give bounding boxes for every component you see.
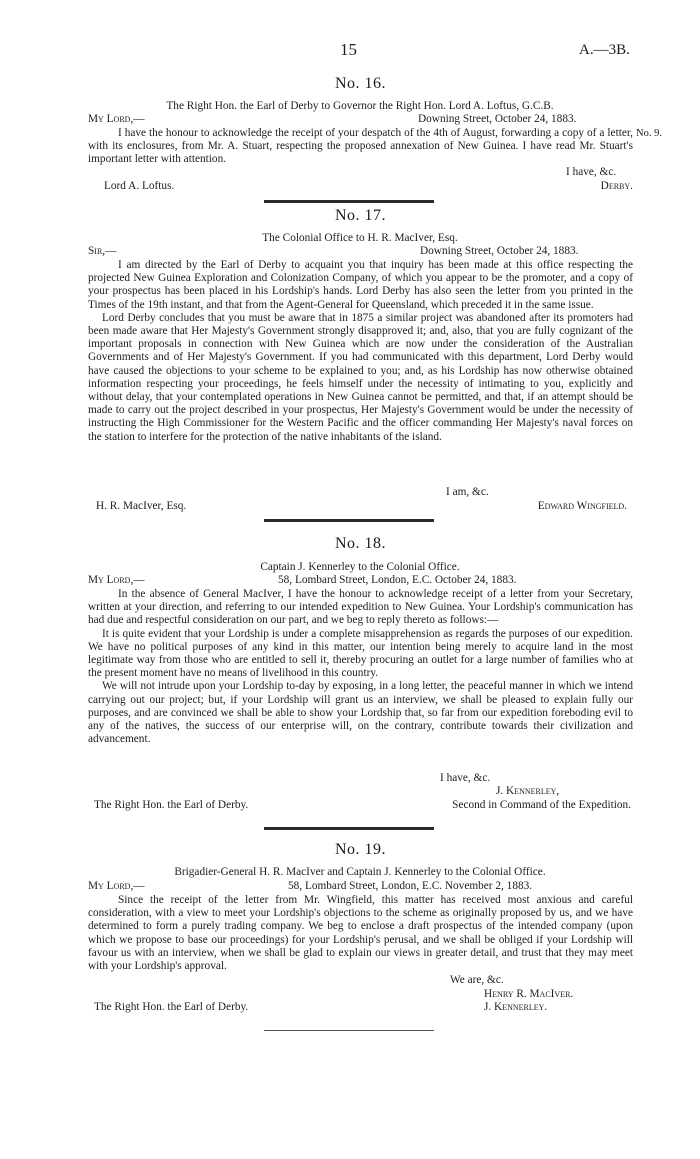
separator-rule [264, 827, 434, 830]
doc18-signature: J. Kennerley, [496, 785, 560, 797]
doc16-paragraph: I have the honour to acknowledge the receipt of your despatch of the 4th of August, forwarding a copy of a letter, with its enclosures, from Mr. A. Stuart, respecting the proposed annexation of New Guinea. I have read Mr. Stuart's important letter with attention. [88, 127, 633, 166]
doc18-paragraph-3: We will not intrude upon your Lordship to-day by exposing, in a long letter, the peaceful manner in which we intend carrying out our project; but, if your Lordship will grant us an interview, we shall be pleased to explain fully our purposes, and are convinced we shall be able to show your Lordship that, so far from our expedition foreboding evil to any of the natives, the success of our enterprise will, on the contrary, contribute towards their civilization and advancement. [88, 680, 633, 746]
doc18-sign-row [88, 799, 633, 813]
doc18-paragraph-2: It is quite evident that your Lordship is under a complete misapprehension as regards the purposes of our expedition. We have no political purposes of any kind in this matter, our intention being merely to acquire land in the most legitimate way from those who are entitled to sell it, thereby procuring an outlet for a large number of families who at the present moment have no means of livelihood in this country. [88, 627, 633, 680]
doc18-paragraph-1: In the absence of General MacIver, I have the honour to acknowledge receipt of a letter from your Secretary, written at your direction, and referring to our intended expedition to New Guinea. Your Lordship's communication has had due and respectful consideration on our part, and we beg to reply thereto as follows:— [88, 588, 633, 627]
doc19-sign-row [88, 1001, 633, 1015]
doc19-title: Brigadier-General H. R. MacIver and Captain J. Kennerley to the Colonial Office. [174, 866, 546, 878]
doc16-signature: Derby. [600, 180, 633, 192]
doc19-body [88, 894, 633, 973]
doc16-addressee: Lord A. Loftus. [104, 180, 175, 192]
page-number: 15 [340, 40, 357, 59]
doc18-closing: I have, &c. [440, 772, 491, 784]
doc17-closing: I am, &c. [446, 486, 489, 498]
document-reference: A.—3B. [579, 42, 630, 58]
doc16-body [88, 127, 633, 167]
separator-rule [264, 200, 434, 203]
doc18-addressee: The Right Hon. the Earl of Derby. [94, 799, 249, 811]
doc19-header-row [88, 880, 633, 894]
doc19-closing: We are, &c. [450, 974, 504, 986]
doc17-addressee: H. R. MacIver, Esq. [96, 500, 187, 512]
doc19-addressee: The Right Hon. the Earl of Derby. [94, 1001, 249, 1013]
doc16-place-date: Downing Street, October 24, 1883. [418, 113, 577, 125]
doc16-number: No. 16. [334, 75, 387, 92]
doc19-paragraph-1: Since the receipt of the letter from Mr. Wingfield, this matter has received most anxious and careful consideration, with a view to meet your Lordship's objections to the scheme as originally proposed by us, and we have determined to form a purely trading company. We beg to enclose a draft prospectus of the intended company (upon which we propose to base our proceedings) for your Lordship's perusal, and we shall be obliged if your Lordship will favour us with an interview, when we shall be glad to explain our views in greater detail, and trust that they may meet with your Lordship's approval. [88, 894, 633, 973]
doc17-paragraph-1: I am directed by the Earl of Derby to acquaint you that inquiry has been made at this office respecting the projected New Guinea Exploration and Colonization Company, of which you appear to be the promoter, and a copy of your prospectus has been placed in his Lordship's hands. Lord Derby has also seen the letter from you printed in the Times of the 19th instant, and that from the Agent-General for Queensland, which preceded it in the same issue. [88, 259, 633, 311]
doc18-signature-title: Second in Command of the Expedition. [452, 799, 631, 811]
doc18-number: No. 18. [334, 535, 387, 552]
doc19-signature-2: J. Kennerley. [484, 1001, 548, 1013]
doc17-body [88, 259, 633, 444]
doc18-place-date: 58, Lombard Street, London, E.C. October 24, 1883. [278, 574, 517, 586]
doc17-signature: Edward Wingfield. [537, 500, 627, 512]
doc16-margin-note: No. 9. [636, 128, 662, 139]
doc18-header-row [88, 574, 633, 588]
doc19-place-date: 58, Lombard Street, London, E.C. November 2, 1883. [288, 880, 533, 892]
doc18-body [88, 588, 633, 746]
doc18-title: Captain J. Kennerley to the Colonial Office. [260, 561, 460, 573]
doc17-paragraph-2: Lord Derby concludes that you must be aware that in 1875 a similar project was abandoned after its promoters had been made aware that Her Majesty's Government strongly disapproved it; and, also, that you are fully cognizant of the important proposals in connection with New Guinea which are now under the consideration of the Australian Governments and of Her Majesty's Government. If you had communicated with this department, Lord Derby would have caused the objections to your scheme to be explained to you; and, as his Lordship has now otherwise obtained information respecting your proceedings, he feels himself under the necessity of intimating to you, explicitly and without delay, that your contemplated operations in New Guinea cannot be permitted, and that, if an attempt should be made to carry out the project described in your prospectus, Her Majesty's Government would be under the necessity of instructing the High Commissioner for the Western Pacific and the officer commanding Her Majesty's naval forces on the station to interfere for the protection of the native inhabitants of the island. [88, 311, 633, 443]
doc19-number: No. 19. [334, 841, 387, 858]
separator-rule [264, 519, 434, 522]
doc19-salutation: My Lord,— [88, 880, 145, 892]
doc17-place-date: Downing Street, October 24, 1883. [420, 245, 579, 257]
doc16-title: The Right Hon. the Earl of Derby to Governor the Right Hon. Lord A. Loftus, G.C.B. [166, 100, 554, 112]
doc18-salutation: My Lord,— [88, 574, 145, 586]
doc16-closing: I have, &c. [566, 166, 617, 178]
end-rule [264, 1030, 434, 1031]
doc16-header-row [88, 113, 633, 127]
doc17-salutation: Sir,— [88, 245, 117, 257]
doc17-number: No. 17. [334, 207, 387, 224]
doc17-sign-row [88, 500, 633, 514]
doc16-salutation: My Lord,— [88, 113, 145, 125]
doc19-signature-1: Henry R. MacIver. [484, 988, 574, 1000]
doc16-sign-row [88, 180, 633, 194]
doc17-title: The Colonial Office to H. R. MacIver, Esq. [262, 232, 458, 244]
doc17-header-row [88, 245, 633, 259]
